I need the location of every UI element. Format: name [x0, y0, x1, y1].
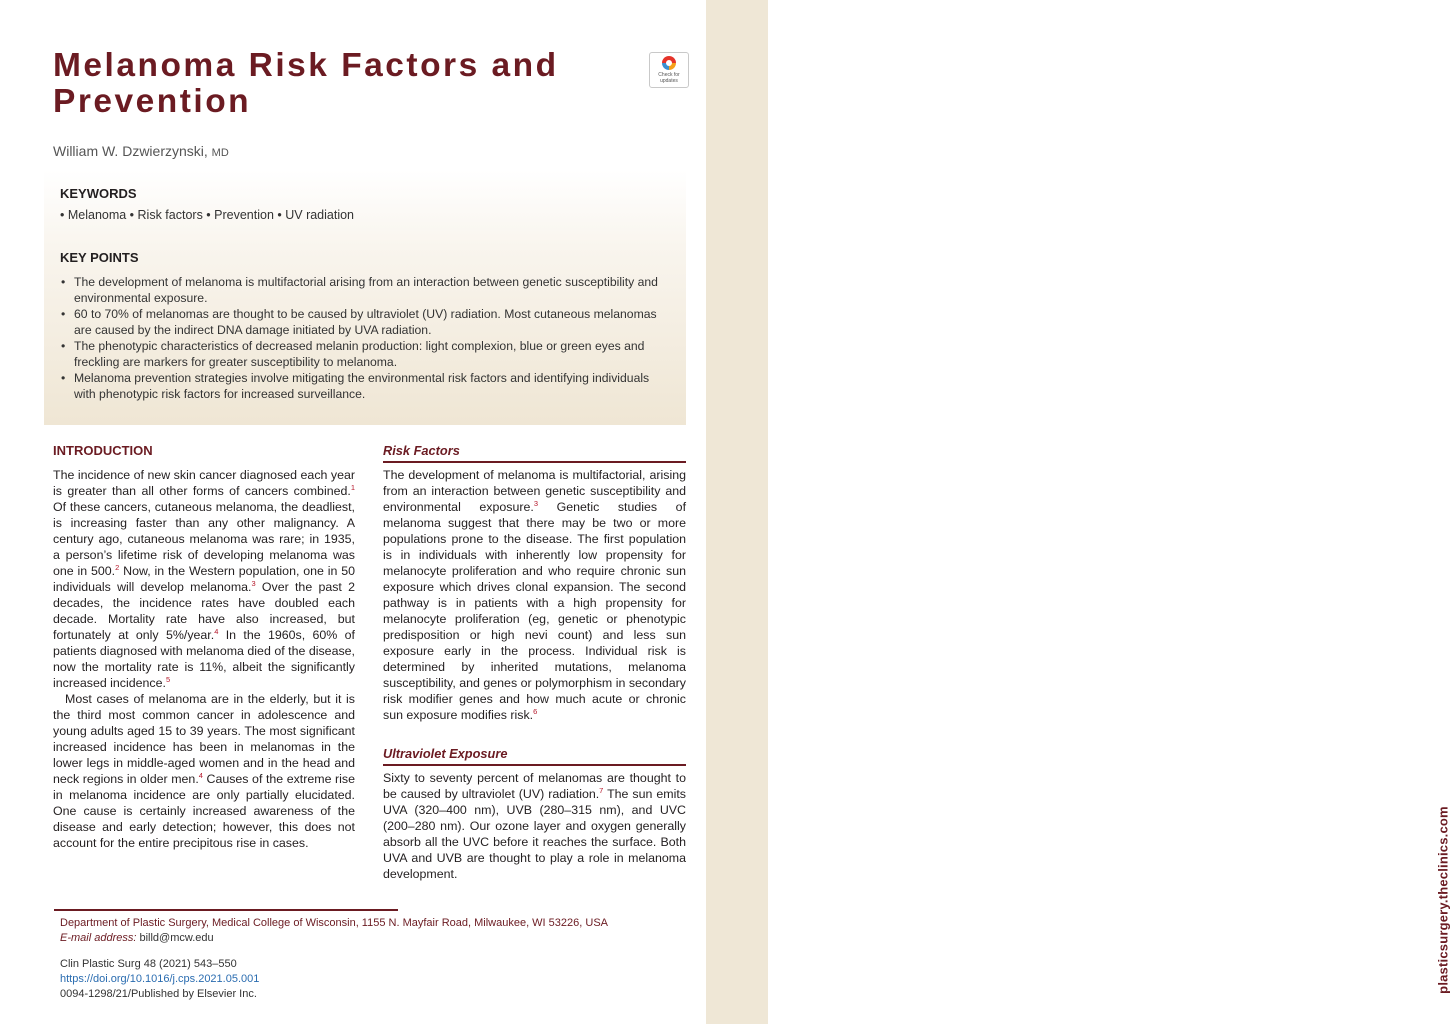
uv-paragraph: Sixty to seventy percent of melanomas are thought to be caused by ultraviolet (UV) radiation.$^7$ The sun emits UVA (320–400 nm), UVB (280–315 nm), and UVC (200–280 nm). Our ozone layer and oxygen generally absorb all the UVC before it reaches the surface. Both UVA and UVB are thought to play a role in melanoma development. [383, 771, 686, 881]
journal-citation: Clin Plastic Surg 48 (2021) 543–550 [60, 958, 237, 970]
citation-block [60, 957, 259, 1002]
check-for-updates-button[interactable] [649, 52, 689, 88]
affiliation-text: Department of Plastic Surgery, Medical College of Wisconsin, 1155 N. Mayfair Road, Milwaukee, WI 53226, USA [60, 917, 608, 929]
journal-url[interactable]: plasticsurgery.theclinics.com [1435, 806, 1451, 994]
citation-link[interactable]: 5 [165, 674, 171, 684]
risk-paragraph: The development of melanoma is multifactorial, arising from an interaction between genetic susceptibility and environmental exposure.$^3$ Genetic studies of melanoma suggest that there may be two or more populations prone to the disease. The first population is in individuals with inherently low propensity for melanocyte proliferation and who require chronic sun exposure which drives clonal expansion. The second pathway is in patients with a high propensity for melanocyte proliferation (eg, genetic or phenotypic predisposition or high nevi count) and less sun exposure early in the process. Individual risk is determined by inherited mutations, melanoma susceptibility, and genes or polymorphism in secondary risk modifier genes and how much acute or chronic sun exposure modifies risk.$^6$ [383, 468, 687, 722]
key-point-item: • Melanoma prevention strategies involve mitigating the environmental risk factors and identifying individuals with phenotypic risk factors for increased surveillance. [60, 370, 672, 402]
issn-line: 0094-1298/21/Published by Elsevier Inc. [60, 988, 257, 1000]
email-link[interactable]: billd@mcw.edu [139, 932, 214, 944]
email-line [60, 931, 700, 946]
citation-link[interactable]: 3 [533, 498, 538, 508]
author-line [53, 143, 229, 159]
footnote-divider [54, 909, 398, 911]
keywords-list: • Melanoma • Risk factors • Prevention • UV radiation [60, 208, 355, 222]
key-points-list [60, 274, 672, 402]
citation-link[interactable]: 2 [115, 562, 120, 572]
uv-exposure-heading: Ultraviolet Exposure [383, 746, 686, 766]
introduction-body [53, 467, 355, 851]
key-points-heading: KEY POINTS [60, 250, 139, 265]
key-point-item: • 60 to 70% of melanomas are thought to be caused by ultraviolet (UV) radiation. Most cutaneous melanomas are caused by the indirect DNA damage initiated by UVA radiation. [60, 306, 672, 338]
email-label: E-mail address: [60, 932, 137, 944]
article-title: Melanoma Risk Factors and Prevention [53, 47, 559, 120]
key-point-item: • The phenotypic characteristics of decreased melanin production: light complexion, blue or green eyes and freckling are markers for greater susceptibility to melanoma. [60, 338, 672, 370]
citation-link[interactable]: 3 [251, 578, 256, 588]
key-point-item: • The development of melanoma is multifactorial arising from an interaction between genetic susceptibility and environmental exposure. [60, 274, 672, 306]
citation-link[interactable]: 6 [533, 706, 538, 716]
check-for-updates-label: Check for updates [658, 72, 680, 84]
risk-factors-heading: Risk Factors [383, 443, 686, 463]
citation-link[interactable]: 4 [214, 626, 219, 636]
uv-exposure-body [383, 770, 686, 882]
crossmark-icon [662, 56, 676, 70]
doi-link[interactable]: https://doi.org/10.1016/j.cps.2021.05.001 [60, 973, 260, 985]
introduction-heading: INTRODUCTION [53, 443, 153, 458]
author-degree: MD [211, 147, 229, 159]
citation-link[interactable]: 4 [198, 770, 203, 780]
author-name: William W. Dzwierzynski, [53, 143, 208, 159]
citation-link[interactable]: 1 [350, 482, 355, 492]
keywords-heading: KEYWORDS [60, 186, 137, 201]
citation-link[interactable]: 7 [599, 785, 604, 795]
risk-factors-body [383, 467, 686, 723]
affiliation-footnote [60, 916, 700, 946]
side-strip [706, 0, 1451, 1024]
intro-paragraph-2: Most cases of melanoma are in the elderly, but it is the third most common cancer in adolescence and young adults aged 15 to 39 years. The most significant increased incidence has been in melanomas in the lower legs in middle-aged women and in the head and neck regions in older men.$^4$ Causes of the extreme rise in melanoma incidence are only partially elucidated. One cause is certainly increased awareness of the disease and early detection; however, this does not account for the entire precipitous rise in cases. [53, 692, 355, 850]
intro-paragraph-1: The incidence of new skin cancer diagnosed each year is greater than all other forms of cancers combined.$^1$ Of these cancers, cutaneous melanoma, the deadliest, is increasing faster than any other malignancy. A century ago, cutaneous melanoma was rare; in 1935, a person’s lifetime risk of developing melanoma was one in 500.$^2$ Now, in the Western population, one in 50 individuals will develop melanoma.$^3$ Over the past 2 decades, the incidence rates have doubled each decade. Mortality rate have also increased, but fortunately at only 5%/year.$^4$ In the 1960s, 60% of patients diagnosed with melanoma died of the disease, now the mortality rate is 11%, albeit the significantly increased incidence.$^5$ [53, 468, 355, 690]
